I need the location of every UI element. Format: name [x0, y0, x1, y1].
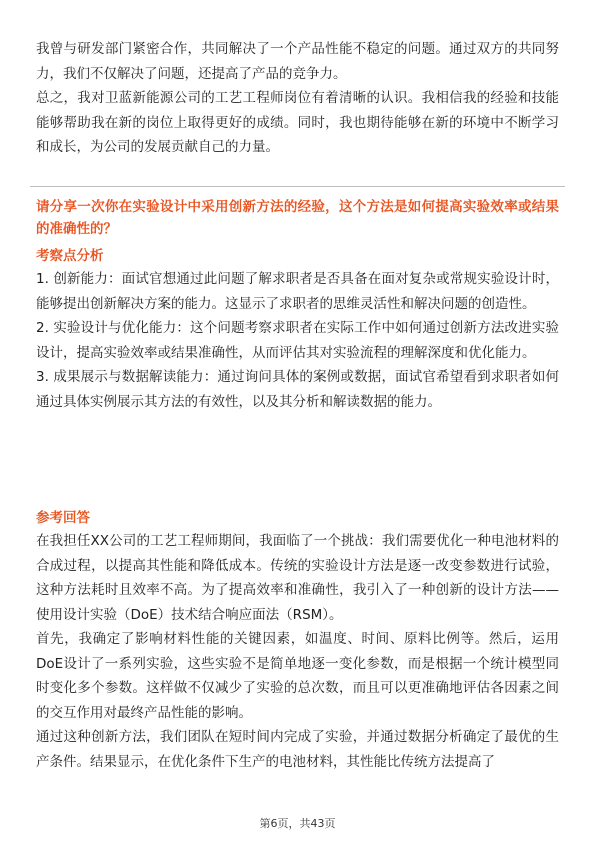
intro-section [36, 37, 559, 160]
reference-paragraph: 首先，我确定了影响材料性能的关键因素，如温度、时间、原料比例等。然后，运用DoE设计了一系列实验，这些实验不是简单地逐一变化参数，而是根据一个统计模型同时变化多个参数。这样做不仅减少了实验的总次数，而且可以更准确地评估各因素之间的交互作用对最终产品性能的影响。 [36, 631, 559, 721]
reference-heading: 参考回答 [36, 510, 90, 526]
reference-paragraph: 在我担任XX公司的工艺工程师期间，我面临了一个挑战：我们需要优化一种电池材料的合成过程，以提高其性能和降低成本。传统的实验设计方法是逐一改变参数进行试验，这种方法耗时且效率不高。为了提高效率和准确性，我引入了一种创新的设计方法——使用设计实验（DoE）技术结合响应面法（RSM）。 [36, 533, 559, 623]
analysis-item: 1. 创新能力：面试官想通过此问题了解求职者是否具备在面对复杂或常规实验设计时，能够提出创新解决方案的能力。这显示了求职者的思维灵活性和解决问题的创造性。 [36, 271, 559, 312]
analysis-heading: 考察点分析 [36, 248, 104, 264]
section-divider [30, 186, 565, 187]
intro-paragraph: 总之，我对卫蓝新能源公司的工艺工程师岗位有着清晰的认识。我相信我的经验和技能能够帮助我在新的岗位上取得更好的成绩。同时，我也期待能够在新的环境中不断学习和成长，为公司的发展贡献自己的力量。 [36, 90, 559, 155]
reference-paragraph: 通过这种创新方法，我们团队在短时间内完成了实验，并通过数据分析确定了最优的生产条件。结果显示，在优化条件下生产的电池材料，其性能比传统方法提高了 [36, 729, 559, 770]
analysis-item: 2. 实验设计与优化能力：这个问题考察求职者在实际工作中如何通过创新方法改进实验设计，提高实验效率或结果准确性，从而评估其对实验流程的理解深度和优化能力。 [36, 320, 559, 361]
analysis-section [36, 246, 559, 414]
page-footer: 第6页，共43页 [259, 817, 336, 830]
reference-section [36, 508, 559, 774]
interview-question: 请分享一次你在实验设计中采用创新方法的经验，这个方法是如何提高实验效率或结果的准确性的？ [36, 199, 559, 237]
analysis-item: 3. 成果展示与数据解读能力：通过询问具体的案例或数据，面试官希望看到求职者如何通过具体实例展示其方法的有效性，以及其分析和解读数据的能力。 [36, 369, 559, 410]
intro-paragraph: 我曾与研发部门紧密合作，共同解决了一个产品性能不稳定的问题。通过双方的共同努力，我们不仅解决了问题，还提高了产品的竞争力。 [36, 41, 559, 82]
